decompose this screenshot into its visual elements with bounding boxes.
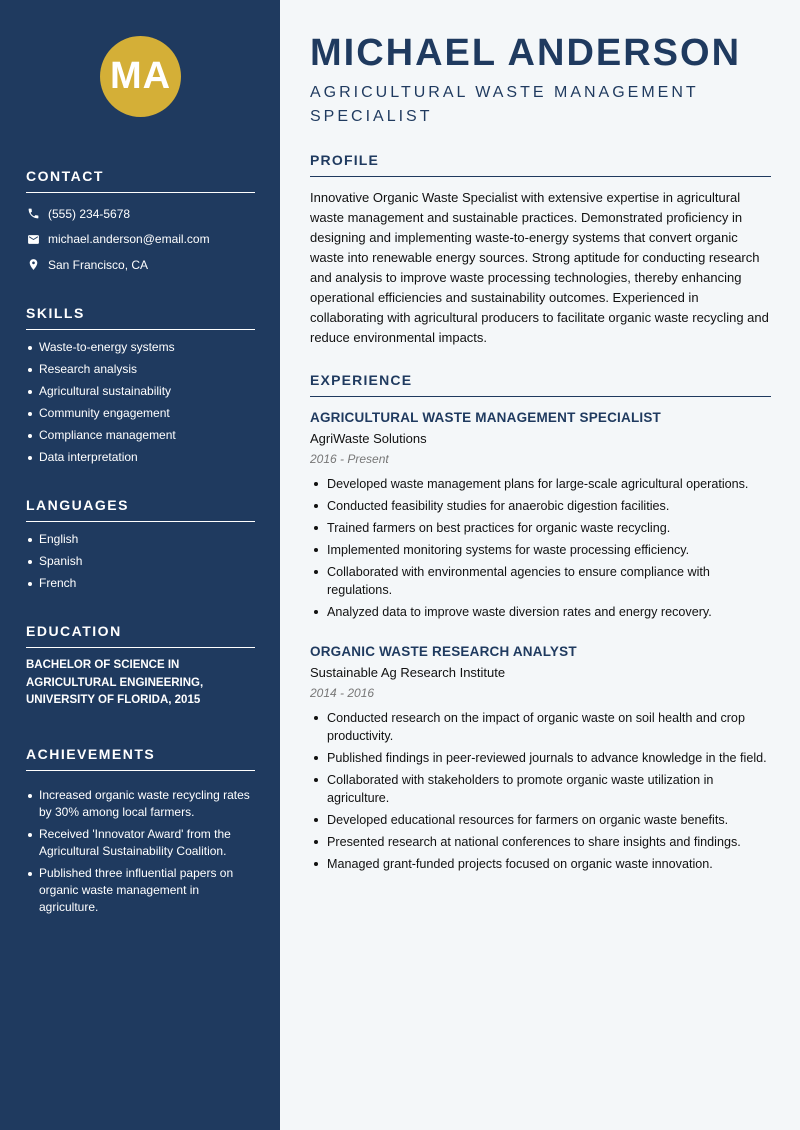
job-bullets (310, 475, 771, 621)
languages-list (26, 531, 255, 592)
list-item: Compliance management (26, 427, 255, 444)
job-entry (310, 410, 771, 625)
list-item: French (26, 575, 255, 592)
list-item: Research analysis (26, 361, 255, 378)
person-name: MICHAEL ANDERSON (310, 32, 742, 74)
avatar: MA (100, 36, 181, 117)
profile-heading: PROFILE (310, 152, 771, 177)
location-pin-icon (26, 258, 40, 272)
list-item: Received 'Innovator Award' from the Agricultural Sustainability Coalition. (26, 826, 255, 860)
job-company: AgriWaste Solutions (310, 431, 427, 446)
email-icon (26, 232, 40, 246)
education-degree: BACHELOR OF SCIENCE IN AGRICULTURAL ENGINEERING, UNIVERSITY OF FLORIDA, 2015 (26, 659, 204, 706)
list-item: Published findings in peer-reviewed journals to advance knowledge in the field. (310, 749, 771, 767)
languages-section (26, 497, 255, 597)
job-company: Sustainable Ag Research Institute (310, 665, 506, 680)
list-item: Presented research at national conferences to share insights and findings. (310, 833, 771, 851)
job-title: AGRICULTURAL WASTE MANAGEMENT SPECIALIST (310, 410, 661, 425)
list-item: English (26, 531, 255, 548)
job-dates: 2016 - Present (310, 452, 389, 466)
list-item: Spanish (26, 553, 255, 570)
list-item: Trained farmers on best practices for organic waste recycling. (310, 519, 771, 537)
job-dates: 2014 - 2016 (310, 686, 375, 700)
list-item: Data interpretation (26, 449, 255, 466)
list-item: Analyzed data to improve waste diversion rates and energy recovery. (310, 603, 771, 621)
list-item: Developed waste management plans for large-scale agricultural operations. (310, 475, 771, 493)
contact-phone (26, 201, 255, 227)
job-title-header: AGRICULTURAL WASTE MANAGEMENT SPECIALIST (310, 84, 699, 125)
achievements-section (26, 746, 255, 921)
profile-text: Innovative Organic Waste Specialist with extensive expertise in agricultural waste management and sustainable practices. Demonstrated proficiency in designing and implementing waste-to-energy systems that convert organic waste into renewable energy sources. Strong aptitude for conducting research and analysis to improve waste processing technologies, thereby enhancing operational efficiencies and sustainability outcomes. Experienced in collaborating with agricultural producers to facilitate organic waste recycling and reduce environmental impacts. (310, 190, 769, 345)
list-item: Conducted research on the impact of organic waste on soil health and crop productivity. (310, 709, 771, 745)
contact-section (26, 168, 255, 278)
contact-location (26, 252, 255, 278)
skills-heading: SKILLS (26, 305, 255, 330)
job-bullets (310, 709, 771, 873)
list-item: Published three influential papers on organic waste management in agriculture. (26, 865, 255, 916)
list-item: Waste-to-energy systems (26, 339, 255, 356)
contact-email (26, 227, 255, 253)
sidebar (0, 0, 280, 1130)
list-item: Increased organic waste recycling rates by 30% among local farmers. (26, 787, 255, 821)
achievements-heading: ACHIEVEMENTS (26, 746, 255, 771)
list-item: Managed grant-funded projects focused on organic waste innovation. (310, 855, 771, 873)
experience-heading: EXPERIENCE (310, 372, 771, 397)
job-entry (310, 644, 771, 877)
list-item: Community engagement (26, 405, 255, 422)
skills-section (26, 305, 255, 471)
list-item: Agricultural sustainability (26, 383, 255, 400)
list-item: Conducted feasibility studies for anaerobic digestion facilities. (310, 497, 771, 515)
achievements-list (26, 787, 255, 916)
phone-text: (555) 234-5678 (48, 206, 131, 221)
list-item: Collaborated with environmental agencies to ensure compliance with regulations. (310, 563, 771, 599)
education-section (26, 623, 255, 710)
phone-icon (26, 207, 40, 221)
email-text: michael.anderson@email.com (48, 232, 210, 247)
list-item: Developed educational resources for farmers on organic waste benefits. (310, 811, 771, 829)
location-text: San Francisco, CA (48, 257, 149, 272)
list-item: Collaborated with stakeholders to promote organic waste utilization in agriculture. (310, 771, 771, 807)
job-title: ORGANIC WASTE RESEARCH ANALYST (310, 644, 577, 659)
education-heading: EDUCATION (26, 623, 255, 648)
skills-list (26, 339, 255, 466)
contact-heading: CONTACT (26, 168, 255, 193)
languages-heading: LANGUAGES (26, 497, 255, 522)
list-item: Implemented monitoring systems for waste processing efficiency. (310, 541, 771, 559)
